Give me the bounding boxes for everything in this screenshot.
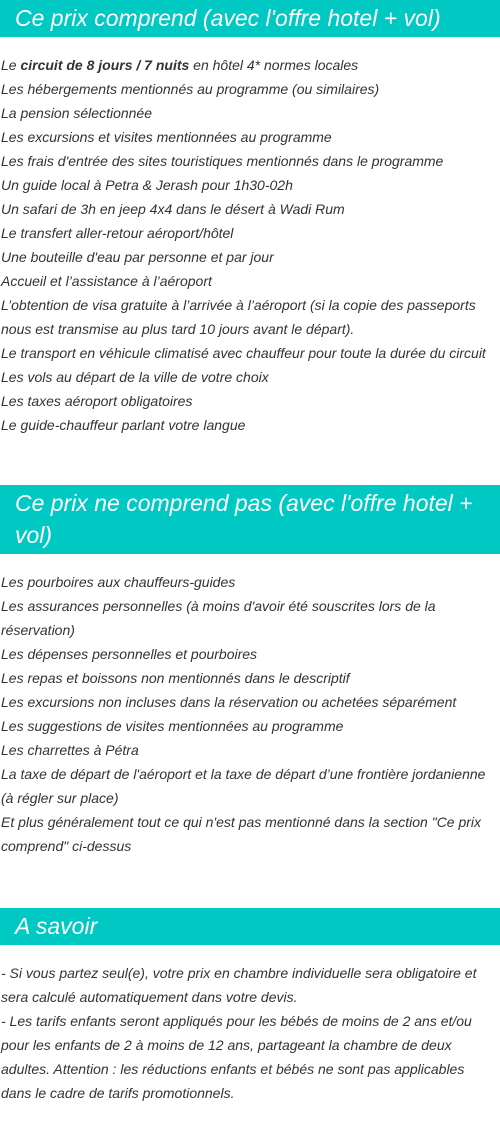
included-item [0, 53, 500, 77]
included-item-prefix: Le [1, 57, 21, 73]
included-item: Les taxes aéroport obligatoires [1, 393, 193, 409]
included-item: Un guide local à Petra & Jerash pour 1h30-02h [1, 177, 293, 193]
included-item-suffix: en hôtel 4* normes locales [189, 57, 359, 73]
excluded-item: Les repas et boissons non mentionnés dans le descriptif [1, 670, 350, 686]
info-title: A savoir [0, 908, 500, 945]
included-item: Un safari de 3h en jeep 4x4 dans le désert à Wadi Rum [1, 201, 345, 217]
included-item: Une bouteille d'eau par personne et par jour [1, 249, 274, 265]
info-list [0, 961, 500, 1105]
excluded-item: Les assurances personnelles (à moins d'avoir été souscrites lors de la réservation) [1, 598, 436, 638]
excluded-item: Les pourboires aux chauffeurs-guides [1, 574, 236, 590]
included-item: Le transport en véhicule climatisé avec chauffeur pour toute la durée du circuit [1, 345, 486, 361]
excluded-item: Les dépenses personnelles et pourboires [1, 646, 258, 662]
included-list [0, 53, 500, 437]
included-section [0, 0, 500, 437]
included-item-bold: circuit de 8 jours / 7 nuits [20, 57, 190, 73]
excluded-item: Les suggestions de visites mentionnées au programme [1, 718, 344, 734]
included-title: Ce prix comprend (avec l'offre hotel + vol) [0, 0, 500, 37]
included-item: Le guide-chauffeur parlant votre langue [1, 417, 246, 433]
included-item: L’obtention de visa gratuite à l’arrivée à l’aéroport (si la copie des passeports nous est transmise au plus tard 10 jours avant le départ). [1, 297, 476, 337]
excluded-item: Les charrettes à Pétra [1, 742, 139, 758]
info-item: - Si vous partez seul(e), votre prix en chambre individuelle sera obligatoire et sera calculé automatiquement dans votre devis. [1, 965, 477, 1005]
excluded-item: La taxe de départ de l'aéroport et la taxe de départ d’une frontière jordanienne (à régler sur place) [1, 766, 486, 806]
excluded-section [0, 485, 500, 858]
included-item: Le transfert aller-retour aéroport/hôtel [1, 225, 234, 241]
info-item: - Les tarifs enfants seront appliqués pour les bébés de moins de 2 ans et/ou pour les enfants de 2 à moins de 12 ans, partageant la chambre de deux adultes. Attention : les réductions enfants et bébés ne sont pas applicables dans le cadre de tarifs promotionnels. [1, 1013, 472, 1101]
included-item: Accueil et l’assistance à l’aéroport [1, 273, 212, 289]
excluded-item: Les excursions non incluses dans la réservation ou achetées séparément [1, 694, 457, 710]
included-item: Les vols au départ de la ville de votre choix [1, 369, 269, 385]
info-section [0, 908, 500, 1105]
excluded-title: Ce prix ne comprend pas (avec l'offre hotel + vol) [0, 485, 500, 554]
included-item: Les hébergements mentionnés au programme (ou similaires) [1, 81, 380, 97]
included-item: La pension sélectionnée [1, 105, 153, 121]
excluded-item: Et plus généralement tout ce qui n'est pas mentionné dans la section "Ce prix comprend" ci-dessus [1, 814, 482, 854]
excluded-list [0, 570, 500, 858]
included-item: Les excursions et visites mentionnées au programme [1, 129, 332, 145]
included-item: Les frais d'entrée des sites touristiques mentionnés dans le programme [1, 153, 444, 169]
